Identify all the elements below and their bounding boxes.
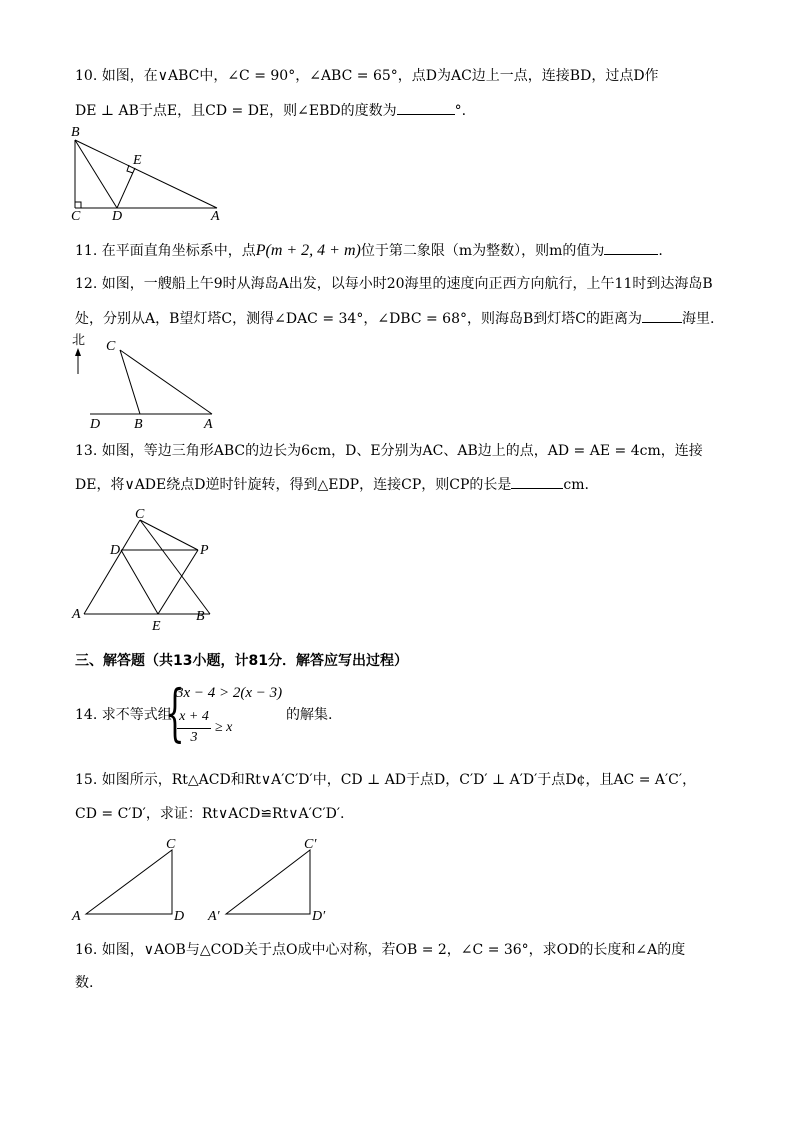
q15-figure: [66, 834, 336, 926]
q12-north-label: 北: [72, 333, 86, 348]
q13-label-d: D: [110, 543, 121, 558]
q14-frac-num: x + 4: [179, 709, 209, 724]
q13-label-b: B: [196, 609, 205, 624]
q16-line2: 数.: [75, 975, 94, 991]
q10-line2-text: DE ⊥ AB于点E，且CD = DE，则∠EBD的度数为: [75, 103, 397, 119]
q10-label-c: C: [71, 209, 81, 222]
q15-label-a: A: [72, 909, 81, 924]
q10-figure: [65, 122, 235, 222]
q13-label-e: E: [152, 619, 161, 634]
q14-brace: {: [165, 676, 185, 749]
q10-line2-end: °.: [454, 103, 467, 119]
q11-answer-blank: [604, 240, 658, 255]
q13-line2-text: DE，将∨ADE绕点D逆时针旋转，得到△EDP，连接CP，则CP的长是: [75, 477, 512, 493]
q10-label-e: E: [133, 153, 142, 168]
q15-label-a-prime: A′: [208, 909, 220, 924]
q13-label-c: C: [135, 507, 145, 522]
q10-line1: 10. 如图，在∨ABC中，∠C = 90°，∠ABC = 65°，点D为AC边上一点，连接BD，过点D作: [75, 68, 659, 84]
q11-text-c: .: [658, 243, 663, 259]
q13-figure: [66, 504, 226, 634]
q14-prefix: 14. 求不等式组: [75, 707, 172, 723]
q12-line2-text: 处，分别从A，B望灯塔C，测得∠DAC = 34°，∠DBC = 68°，则海岛B到灯塔C的距离为: [75, 311, 642, 327]
q14-suffix: 的解集.: [286, 707, 333, 723]
q15-line2: CD = C′D′，求证：Rt∨ACD≌Rt∨A′C′D′.: [75, 806, 345, 822]
q12-label-d: D: [90, 417, 101, 430]
q15-label-d-prime: D′: [312, 909, 326, 924]
q14-inequality-system: [165, 676, 285, 749]
q12-line1: 12. 如图，一艘船上午9时从海岛A出发，以每小时20海里的速度向正西方向航行，上午11时到达海岛B: [75, 276, 713, 292]
q15-triangle-1: [86, 850, 172, 914]
q15-line1: 15. 如图所示，Rt△ACD和Rt∨A′C′D′中，CD ⊥ AD于点D，C′D′ ⊥ A′D′于点D¢，且AC = A′C′，: [75, 772, 697, 788]
q15-label-c: C: [166, 837, 176, 852]
q16-line1: 16. 如图，∨AOB与△COD关于点O成中心对称，若OB = 2，∠C = 36°，求OD的长度和∠A的度: [75, 942, 686, 958]
q12-label-b: B: [134, 417, 143, 430]
q12-line2: [75, 308, 714, 328]
q10-line2: [75, 100, 466, 120]
q11-text-a: 11. 在平面直角坐标系中，点: [75, 243, 256, 259]
q12-figure: [70, 330, 230, 430]
q10-label-d: D: [112, 209, 123, 222]
q13-label-a: A: [72, 607, 81, 622]
q12-label-a: A: [204, 417, 213, 430]
q11-text-b: 位于第二象限（m为整数），则m的值为: [360, 243, 605, 259]
q13-line2-end: cm.: [563, 477, 589, 493]
q15-label-c-prime: C′: [304, 837, 317, 852]
q11-line: [75, 240, 663, 260]
q10-answer-blank: [397, 100, 455, 115]
q10-label-a: A: [211, 209, 220, 222]
q12-label-c: C: [106, 339, 116, 354]
q13-line2: [75, 474, 589, 494]
q10-label-b: B: [71, 125, 80, 140]
section-3-title: 三、解答题（共13小题，计81分．解答应写出过程）: [75, 653, 408, 669]
q14-frac-den: 3: [190, 730, 198, 745]
q15-triangle-2: [226, 850, 310, 914]
q14-ineq2-rest: ≥ x: [215, 720, 233, 735]
q11-point: P(m + 2, 4 + m): [255, 242, 361, 259]
q13-label-p: P: [200, 543, 209, 558]
q15-label-d: D: [174, 909, 185, 924]
q12-line2-end: 海里.: [682, 311, 715, 327]
q14-frac-line: [177, 728, 211, 729]
q14-ineq1: 3x − 4 > 2(x − 3): [176, 685, 283, 701]
q13-answer-blank: [511, 474, 563, 489]
q12-answer-blank: [642, 308, 682, 323]
q13-line1: 13. 如图，等边三角形ABC的边长为6cm，D、E分别为AC、AB边上的点，AD = AE = 4cm，连接: [75, 443, 703, 459]
